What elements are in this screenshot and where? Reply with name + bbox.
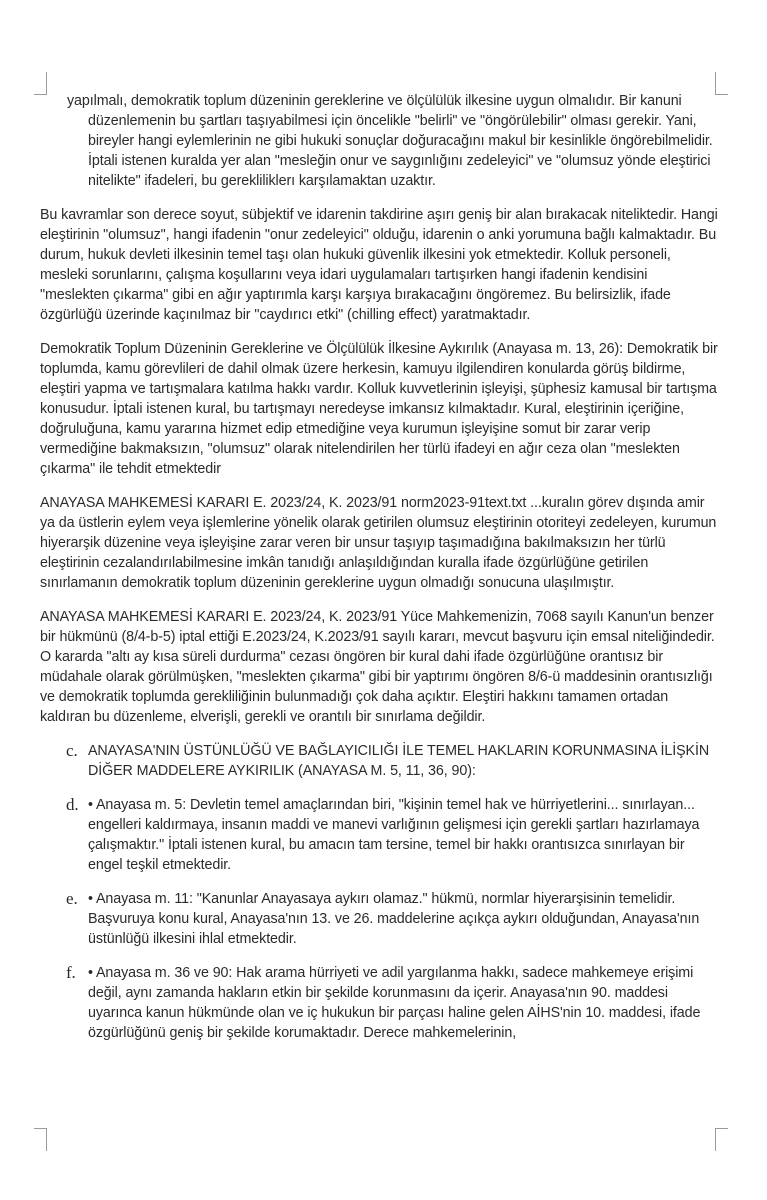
page-corner-mark-bottom-right	[715, 1128, 728, 1151]
paragraph-court-decision-precedent: ANAYASA MAHKEMESİ KARARI E. 2023/24, K. 2023/91 Yüce Mahkemenizin, 7068 sayılı Kanun'un benzer bir hükmünü (8/4-b-5) iptal ettiği E.2023/24, K.2023/91 sayılı kararı, mevcut başvuru için emsal niteliğindedir. O kararda "altı ay kısa süreli durdurma" cezası öngören bir kural dahi ifade özgürlüğüne orantısız bir müdahale olarak görülmüşken, "meslekten çıkarma" gibi bir yaptırımı öngören 8/6-ü maddesinin orantısızlığı ve demokratik toplumda gerekliliğinin bulunmadığı çok daha açıktır. Eleştiri hakkını tamamen ortadan kaldıran bu düzenleme, elverişli, gerekli ve orantılı bir sınırlama değildir.	[40, 609, 715, 725]
paragraph-continuation: yapılmalı, demokratik toplum düzeninin gereklerine ve ölçülülük ilkesine uygun olmalıdır. Bir kanuni düzenlemenin bu şartları taşıyabilmesi için öncelikle "belirli" ve "öngörülebilir" olması gerekir. Yani, bireyler hangi eylemlerinin ne gibi hukuki sonuçlar doğuracağını makul bir kesinlikle öngörebilmelidir. İptali istenen kuralda yer alan "mesleğin onur ve saygınlığını zedeleyici" ve "olumsuz yönde eleştirici nitelikte" ifadeleri, bu gerekliliklerı karşılamaktan uzaktır.	[67, 93, 713, 189]
list-item-c	[40, 741, 720, 781]
page-corner-mark-bottom-left	[34, 1128, 47, 1151]
list-item-text: ANAYASA'NIN ÜSTÜNLÜĞÜ VE BAĞLAYICILIĞI İLE TEMEL HAKLARIN KORUNMASINA İLİŞKİN DİĞER MADDELERE AYKIRILIK (ANAYASA M. 5, 11, 36, 90):	[88, 743, 710, 779]
paragraph-democratic-society: Demokratik Toplum Düzeninin Gereklerine ve Ölçülülük İlkesine Aykırılık (Anayasa m. 13, 26): Demokratik bir toplumda, kamu görevlileri de dahil olmak üzere herkesin, kamuyu ilgilendiren konularda görüş bildirme, eleştiri yapma ve tartışmalara katılma hakkı vardır. Kolluk kuvvetlerinin işleyişi, şüphesiz kamusal bir tartışma konusudur. İptali istenen kural, bu tartışmayı neredeyse imkansız kılmaktadır. Kural, eleştirinin içeriğine, doğruluğuna, kamu yararına hizmet edip etmediğine veya kurumun işleyişine somut bir zarar verip vermediğine bakmaksızın, "olumsuz" olarak nitelendirilen her türlü ifadeyi en ağır ceza olan "meslekten çıkarma" ile tehdit etmektedir	[40, 341, 718, 477]
list-item-text: • Anayasa m. 36 ve 90: Hak arama hürriyeti ve adil yargılanma hakkı, sadece mahkemeye erişimi değil, aynı zamanda hakların etkin bir şekilde korunmasını da içerir. Anayasa'nın 90. maddesi uyarınca kanun hükmünde olan ve iç hukukun bir parçası haline gelen AİHS'nin 10. maddesi, ifade özgürlüğünü geniş bir şekilde korumaktadır. Derece mahkemelerinin,	[88, 965, 701, 1041]
list-marker: e.	[66, 889, 78, 908]
paragraph-legal-certainty: Bu kavramlar son derece soyut, sübjektif ve idarenin takdirine aşırı geniş bir alan bırakacak niteliktedir. Hangi eleştirinin "olumsuz", hangi ifadenin "onur zedeleyici" olduğu, idarenin o anki yorumuna bağlı kalmaktadır. Bu durum, hukuk devleti ilkesinin temel taşı olan hukuki güvenlik ilkesini yok etmektedir. Kolluk personeli, mesleki sorunlarını, çalışma koşullarını veya idari uygulamaları tartışırken hangi ifadenin kendisini "meslekten çıkarma" gibi en ağır yaptırımla karşı karşıya bırakacağını öngöremez. Bu belirsizlik, ifade özgürlüğü üzerinde kaçınılmaz bir "caydırıcı etki" (chilling effect) yaratmaktadır.	[40, 207, 718, 323]
list-marker: f.	[66, 963, 76, 982]
list-marker: d.	[66, 795, 79, 814]
list-item-f	[40, 963, 720, 1043]
paragraph-court-decision-quote: ANAYASA MAHKEMESİ KARARI E. 2023/24, K. 2023/91 norm2023-91text.txt ...kuralın görev dışında amir ya da üstlerin eylem veya işlemlerine yönelik olarak getirilen olumsuz eleştirinin otoriteyi zedeleyen, kurumun hiyerarşik düzenine veya işleyişine zarar veren bir unsur taşıyıp taşımadığına bakılmaksızın her türlü eleştirinin cezalandırılabilmesine imkân tanıdığı anlaşıldığından kuralla ifade özgürlüğüne getirilen sınırlamanın demokratik toplum düzeninin gereklerine uygun olmadığı sonucuna ulaşılmıştır.	[40, 495, 717, 591]
list-item-e	[40, 889, 720, 949]
list-marker: c.	[66, 741, 78, 760]
document-body	[40, 91, 720, 1057]
list-item-text: • Anayasa m. 5: Devletin temel amaçlarından biri, "kişinin temel hak ve hürriyetlerini... sınırlayan... engelleri kaldırmaya, insanın maddi ve manevi varlığının gelişmesi için gerekli şartları hazırlamaya çalışmaktır." İptali istenen kural, bu amacın tam tersine, temel bir hakkı orantısızca sınırlayan bir engel teşkil etmektedir.	[88, 797, 700, 873]
list-item-text: • Anayasa m. 11: "Kanunlar Anayasaya aykırı olamaz." hükmü, normlar hiyerarşisinin temelidir. Başvuruya konu kural, Anayasa'nın 13. ve 26. maddelerine açıkça aykırı olduğundan, Anayasa'nın üstünlüğü ilkesini ihlal etmektedir.	[88, 891, 700, 947]
list-item-d	[40, 795, 720, 875]
